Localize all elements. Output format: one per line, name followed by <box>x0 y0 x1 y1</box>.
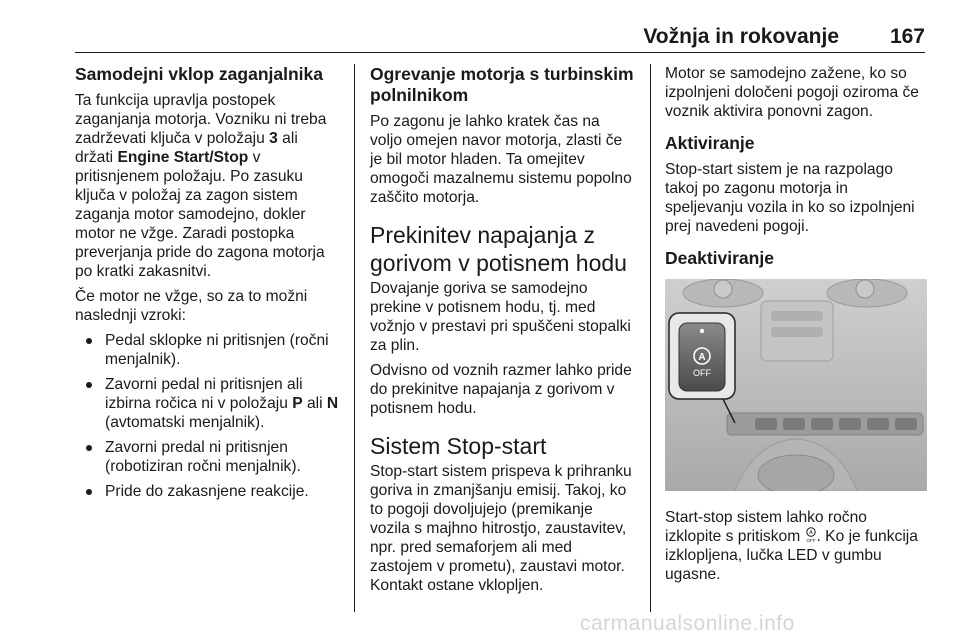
paragraph-fuel-1: Dovajanje goriva se samodejno prekine v potisnem hodu, tj. med vožnjo v prestavi pri spuščeni stopalki za plin. <box>370 280 631 354</box>
heading-stop-start: Sistem Stop-start <box>370 433 547 459</box>
heading-turbo-warmup: Ogrevanje motorja s turbinskim polnilnikom <box>370 64 634 105</box>
list-item: Pride do zakasnjene reakcije. <box>75 482 340 501</box>
engine-start-stop-label: Engine Start/Stop <box>117 149 249 166</box>
column-3 <box>665 64 927 590</box>
list-item: Zavorni predal ni pritisnjen (robotiziran ročni menjalnik). <box>75 438 340 476</box>
svg-text:A: A <box>808 530 813 536</box>
column-2 <box>370 64 636 601</box>
heading-activation: Aktiviranje <box>665 133 755 153</box>
column-1 <box>75 64 340 507</box>
paragraph-stop-start: Stop-start sistem prispeva k prihranku goriva in zmanjšanju emisij. Takoj, ko to pogoji dovoljujejo (premikanje vozila s majhno hitrostjo, zaustavitev, npr. pred semaforjem ali med zastojem v prometu), zaustavi motor. Kontakt ostane vklopljen. <box>370 463 632 594</box>
bullet-icon <box>86 338 92 344</box>
column-divider-1 <box>354 64 355 612</box>
svg-text:OFF: OFF <box>806 538 816 543</box>
list-item: Pedal sklopke ni pritisnjen (ročni menjalnik). <box>75 331 340 369</box>
bullet-icon <box>86 489 92 495</box>
heading-auto-start: Samodejni vklop zaganjalnika <box>75 64 323 84</box>
bullet-icon <box>86 445 92 451</box>
section-title: Vožnja in rokovanje <box>643 25 839 48</box>
heading-fuel-cutoff: Prekinitev napajanja z gorivom v potisnem hodu <box>370 222 627 276</box>
svg-text:A: A <box>698 352 706 363</box>
paragraph-causes: Če motor ne vžge, so za to možni naslednji vzroki: <box>75 288 308 324</box>
auto-stop-off-icon <box>805 527 817 543</box>
paragraph-fuel-2: Odvisno od voznih razmer lahko pride do prekinitve napajanja z gorivom v potisnem hodu. <box>370 362 632 417</box>
figure-off-label: OFF <box>693 368 711 378</box>
column-divider-2 <box>650 64 651 612</box>
page-header <box>75 22 925 53</box>
page-number: 167 <box>889 25 925 48</box>
paragraph-auto-start: Ta funkcija upravlja postopek zaganjanja motorja. Vozniku ni treba zadrževati ključa v položaju 3 ali držati Engine Start/Stop v pritisnjenem položaju. Po zasuku ključa v položaj za zagon sistem zaganja motor samodejno, dokler motor ne vžge. Zaradi postopka preverjanja pride do zagona motorja po kratki zakasnitvi. <box>75 92 327 280</box>
paragraph-turbo: Po zagonu je lahko kratek čas na voljo omejen navor motorja, zlasti če je bil motor hladen. Ta omejitev omogoči mazalnemu sistemu popolno zaščito motorja. <box>370 113 632 206</box>
list-item: Zavorni pedal ni pritisnjen ali izbirna ročica ni v položaju P ali N (avtomatski menjalnik). <box>75 375 340 432</box>
stop-start-button-illustration <box>665 279 927 491</box>
heading-deactivation: Deaktiviranje <box>665 248 774 268</box>
paragraph-activation: Stop-start sistem je na razpolago takoj po zagonu motorja in speljevanju vozila in ko so izpolnjeni prej navedeni pogoji. <box>665 161 915 235</box>
watermark: carmanualsonline.info <box>580 612 795 635</box>
bullet-icon <box>86 382 92 388</box>
paragraph-deactivation: Start-stop sistem lahko ročno izklopite s pritiskom A OFF . Ko je funkcija izklopljena, lučka LED v gumbu ugasne. <box>665 509 918 583</box>
paragraph-restart: Motor se samodejno zažene, ko so izpolnjeni določeni pogoji oziroma če voznik aktivira ponovni zagon. <box>665 65 919 120</box>
key-position: 3 <box>269 130 278 147</box>
